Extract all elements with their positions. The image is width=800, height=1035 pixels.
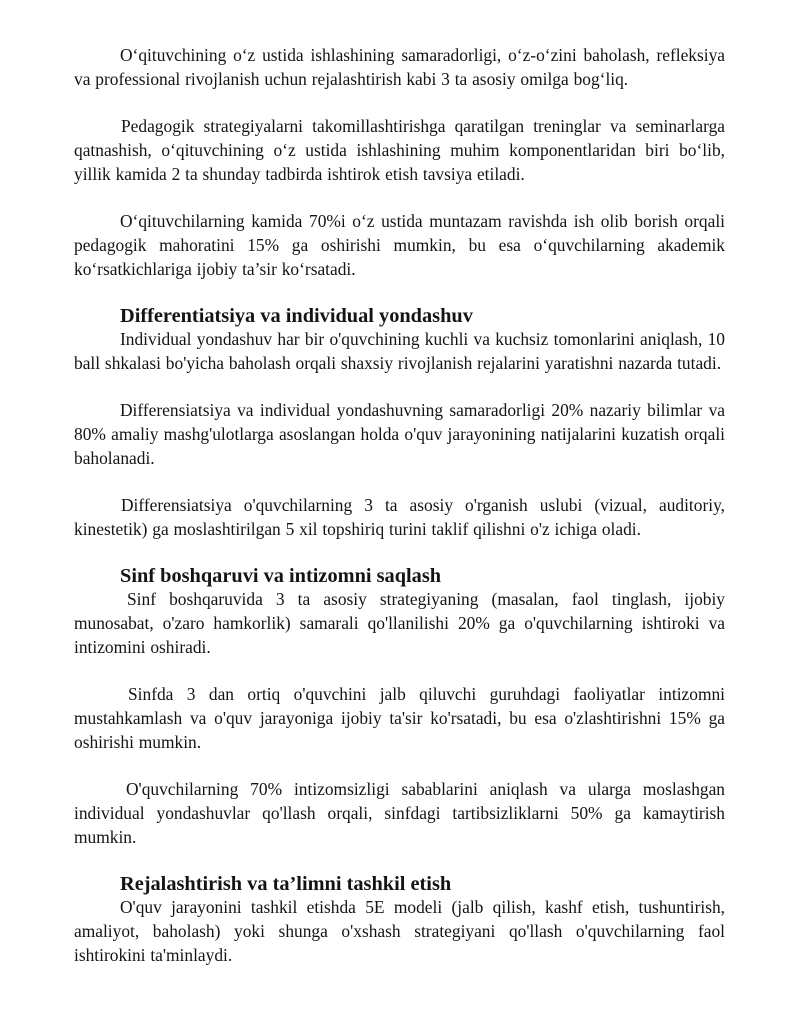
paragraph-5e-model: O'quv jarayonini tashkil etishda 5E modeli (jalb qilish, kashf etish, tushuntirish, amaliyot, baholash) yoki shunga o'xshash strategiyani qo'llash o'quvchilarning faol ishtirokini ta'minlaydi. xyxy=(74,897,725,965)
paragraph-discipline-causes: O'quvchilarning 70% intizomsizligi sabablarini aniqlash va ularga moslashgan individual yondashuvlar qo'llash orqali, sinfdagi tartibsizliklarni 50% ga kamaytirish mumkin. xyxy=(74,779,725,847)
paragraph-individual-approach: Individual yondashuv har bir o'quvchining kuchli va kuchsiz tomonlarini aniqlash, 10 ball shkalasi bo'yicha baholash orqali shaxsiy rivojlanish rejalarini yaratishni nazarda tutadi. xyxy=(74,329,725,373)
paragraph-teacher-mastery: O‘qituvchilarning kamida 70%i o‘z ustida muntazam ravishda ish olib borish orqali pedagogik mahoratini 15% ga oshirishi mumkin, bu esa o‘quvchilarning akademik ko‘rsatkichlariga ijobiy ta’sir ko‘rsatadi. xyxy=(74,211,725,279)
section-heading-classroom-management: Sinf boshqaruvi va intizomni saqlash xyxy=(120,565,442,587)
paragraph-classroom-strategies: Sinf boshqaruvida 3 ta asosiy strategiyaning (masalan, faol tinglash, ijobiy munosabat, o'zaro hamkorlik) samarali qo'llanilishi 20% ga o'quvchilarning ishtiroki va intizomini oshiradi. xyxy=(74,589,725,657)
section-heading-differentiation: Differentiatsiya va individual yondashuv xyxy=(120,305,473,327)
paragraph-group-activities: Sinfda 3 dan ortiq o'quvchini jalb qiluvchi guruhdagi faoliyatlar intizomni mustahkamlash va o'quv jarayoniga ijobiy ta'sir ko'rsatadi, bu esa o'zlashtirishni 15% ga oshirishi mumkin. xyxy=(74,684,725,752)
paragraph-trainings-seminars: Pedagogik strategiyalarni takomillashtirishga qaratilgan treninglar va seminarlarga qatnashish, o‘qituvchining o‘z ustida ishlashining muhim komponentlaridan biri bo‘lib, yillik kamida 2 ta shunday tadbirda ishtirok etish tavsiya etiladi. xyxy=(74,116,725,184)
paragraph-differentiation-effectiveness: Differensiatsiya va individual yondashuvning samaradorligi 20% nazariy bilimlar va 80% amaliy mashg'ulotlarga asoslangan holda o'quv jarayonining natijalarini kuzatish orqali baholanadi. xyxy=(74,400,725,468)
paragraph-self-improvement-factors: O‘qituvchining o‘z ustida ishlashining samaradorligi, o‘z-o‘zini baholash, refleksiya va professional rivojlanish uchun rejalashtirish kabi 3 ta asosiy omilga bog‘liq. xyxy=(74,45,725,89)
section-heading-planning: Rejalashtirish va ta’limni tashkil etish xyxy=(120,873,452,895)
paragraph-learning-styles: Differensiatsiya o'quvchilarning 3 ta asosiy o'rganish uslubi (vizual, auditoriy, kinestetik) ga moslashtirilgan 5 xil topshiriq turini taklif qilishni o'z ichiga oladi. xyxy=(74,495,725,539)
